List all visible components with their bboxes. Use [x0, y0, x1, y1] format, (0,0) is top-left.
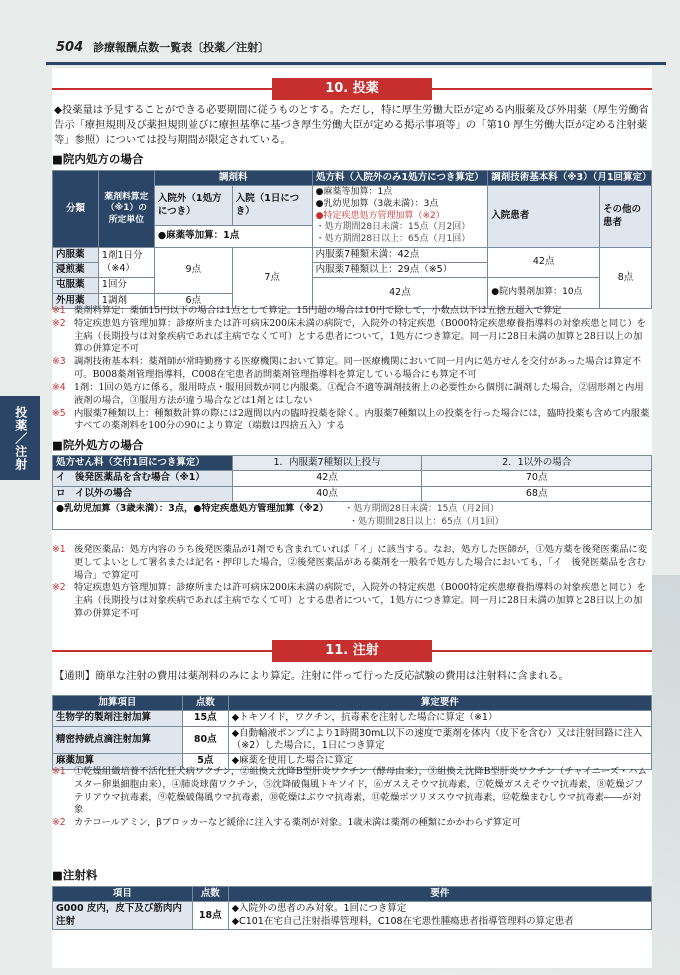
- th-add-item: 加算項目: [53, 696, 183, 711]
- cell-a: 精密持続点滴注射加算: [53, 726, 183, 754]
- note-item: [52, 382, 650, 408]
- note-item: [52, 582, 650, 620]
- presc-line: ●特定疾患処方管理加算（※2）: [315, 210, 445, 221]
- note-text: 1剤：1回の処方に係る，服用時点・服用回数が同じ内服薬。①配合不適等調剤技術上の必要性から個別に調剤した場合，②固形剤と内用液剤の場合，③服用方法が違う場合などは1剤とはしない: [74, 381, 644, 406]
- tech-val: 42点: [488, 247, 600, 278]
- outside-additions: [53, 502, 652, 530]
- unit-2: 1回分: [98, 278, 154, 293]
- injection-notes: [52, 766, 650, 830]
- cell-b: 80点: [182, 726, 228, 754]
- note-marker: ※4: [52, 381, 66, 393]
- unit-3: 1調剤: [98, 293, 154, 308]
- note-item: [52, 817, 650, 830]
- presc-row-3: 42点: [312, 278, 488, 309]
- note-marker: ※2: [52, 817, 66, 829]
- th-add-points: 点数: [182, 696, 228, 711]
- inhouse-table: [52, 170, 652, 309]
- row-label: 内服薬: [53, 247, 99, 262]
- outside-notes: [52, 544, 650, 621]
- th-inpatient: 入院患者: [488, 186, 600, 247]
- outside-add-line: ・処方期間28日以上：65点（月1回）: [348, 516, 504, 527]
- note-text: ①乾燥組織培養不活化狂犬病ワクチン，②組換え沈降B型肝炎ワクチン（酵母由来），③組換え沈降B型肝炎ワクチン（チャイニーズ・ハムスター卵巣細胞由来），④肺炎球菌ワクチン，⑤沈降破傷風トキソイド，⑥ガスえそウマ抗毒素，⑦乾燥ガスえそウマ抗毒素，⑧乾燥ジフテリアウマ抗毒素，⑨乾燥破傷風ウマ抗毒素，⑩乾燥はぶウマ抗毒素，⑪乾燥ボツリヌスウマ抗毒素，⑫乾燥まむしウマ抗毒素――が対象: [74, 766, 647, 816]
- note-text: 調剤技術基本料：薬剤師が常時勤務する医療機関において算定。同一医療機関において同一月内に処方せんを交付があった場合は算定不可。B008薬剤管理指導料，C008在宅患者訪問薬剤管理指導料を算定している場合にも算定不可: [74, 356, 642, 381]
- presc-row-1: 内服薬7種類未満：42点: [312, 247, 488, 262]
- row-label: 外用薬: [53, 293, 99, 308]
- row-nongeneric: ロ イ以外の場合: [53, 486, 233, 501]
- note-text: 特定疾患処方管理加算：診療所または許可病床200床未満の病院で，入院外の特定疾患（B000特定疾患療養指導料の対象疾患と同じ）を主病（長期投与は対象疾病であれば主病でなくて可）とする患者について，1処方につき算定。同一月に28日未満の加算と28日以上の加算の併算定不可: [74, 582, 647, 620]
- val-nongeneric-2: 68点: [422, 486, 652, 501]
- th-tech: 調剤技術基本料（※3）（月1回算定）: [488, 171, 652, 186]
- th-item: 項目: [53, 887, 193, 902]
- th-add-req: 算定要件: [228, 696, 651, 711]
- note-item: [52, 318, 650, 356]
- cell-c: ◆自動輸液ポンプにより1時間30mL以下の速度で薬剤を体内（皮下を含む）又は注射回路に注入（※2）した場合に，1日につき算定: [228, 726, 651, 754]
- cell-b: 5点: [182, 754, 228, 769]
- injection-fee-heading: ■注射料: [52, 868, 98, 882]
- val-out-2: 6点: [154, 293, 232, 308]
- req-line: ◆入院外の患者のみ対象。1回につき算定: [231, 903, 407, 915]
- note-text: 薬剤料算定：薬価15円以下の場合は1点として算定。15円超の場合は10円で除して，小数点以下は五捨五超入で算定: [74, 305, 562, 316]
- row-generic: イ 後発医薬品を含む場合（※1）: [53, 471, 233, 486]
- note-text: 特定疾患処方管理加算：診療所または許可病床200床未満の病院で，入院外の特定疾患（B000特定疾患療養指導料の対象疾患と同じ）を主病（長期投与は対象疾病であれば主病でなくて可）とする患者について，1処方につき算定。同一月に28日未満の加算と28日以上の加算の併算定不可: [74, 317, 647, 355]
- val-in: 7点: [232, 247, 312, 308]
- th-in: 入院（1日につき）: [232, 186, 312, 226]
- header-rule: [46, 62, 666, 65]
- note-marker: ※1: [52, 305, 66, 316]
- cell-a: 麻薬加算: [53, 754, 183, 769]
- page-content: [52, 68, 652, 968]
- cell-c: ◆トキソイド，ワクチン，抗毒素を注射した場合に算定（※1）: [228, 711, 651, 726]
- note-item: [52, 408, 650, 434]
- mahi-add: ●麻薬等加算：1点: [154, 225, 312, 247]
- note-text: カテコールアミン，βブロッカーなど緩徐に注入する薬剤が対象。1歳未満は薬剤の種類にかかわらず算定可: [74, 817, 521, 829]
- section10-intro: ◆投薬量は予見することができる必要期間に従うものとする。ただし，特に厚生労働大臣が定める内服薬及び外用薬（厚生労働省告示「療担規則及び薬担規則並びに療担基準に基づき厚生労働大臣が定める掲示事項等」の「第10 厚生労働大臣が定める注射薬等」参照）については投与期間が限定されている。: [54, 104, 649, 146]
- th-calc: 薬剤料算定（※1）の所定単位: [98, 171, 154, 248]
- note-marker: ※2: [52, 582, 66, 594]
- note-item: [52, 356, 650, 382]
- th-req: 要件: [228, 887, 651, 902]
- th-other: その他の患者: [600, 186, 652, 247]
- outside-table: [52, 455, 652, 530]
- cell-c: ◆麻薬を使用した場合に算定: [228, 754, 651, 769]
- th-out: 入院外（1処方につき）: [154, 186, 232, 226]
- row-g000: G000 皮内，皮下及び筋肉内注射: [53, 902, 193, 930]
- note-marker: ※1: [52, 766, 66, 777]
- val-generic-2: 70点: [422, 471, 652, 486]
- val-out-1: 9点: [154, 247, 232, 293]
- inhouse-notes: [52, 305, 650, 433]
- note-item: [52, 544, 650, 582]
- th-presc: 処方料（入院外のみ1処方につき算定）: [312, 171, 488, 186]
- note-text: 内服薬7種類以上：種類数計算の際には2週間以内の臨時投薬を除く。内服薬7種類以上の投薬を行った場合には，臨時投薬も含めて内服薬すべての薬剤料を100分の90により算定（端数は四捨五入）する: [74, 407, 650, 432]
- page-header: [56, 40, 269, 57]
- table-row: [53, 726, 652, 754]
- presc-row-2: 内服薬7種類以上：29点（※5）: [312, 263, 488, 278]
- presc-line: ・処方期間28日未満：15点（月2回）: [315, 222, 471, 233]
- section10-title: 10. 投薬: [272, 78, 432, 100]
- tech-other: 8点: [600, 247, 652, 308]
- unit-1: 1剤1日分（※4）: [98, 247, 154, 278]
- presc-additions: [312, 186, 488, 247]
- cell-a: 生物学的製剤注射加算: [53, 711, 183, 726]
- injection-add-table: [52, 695, 652, 770]
- row-label: 浸煎薬: [53, 263, 99, 278]
- presc-line: ・処方期間28日以上：65点（月1回）: [315, 234, 471, 245]
- th-drug: 調剤料: [154, 171, 312, 186]
- req-line: ◆C101在宅自己注射指導管理料，C108在宅悪性腫瘍患者指導管理料の算定患者: [231, 915, 574, 927]
- outside-add-line: ●乳幼児加算（3歳未満）：3点，●特定疾患処方管理加算（※2）: [56, 503, 329, 515]
- row-label: 屯服薬: [53, 278, 99, 293]
- th-outside: 処方せん料（交付1回につき算定）: [53, 456, 233, 471]
- note-marker: ※3: [52, 356, 66, 368]
- th-other-case: 2．1以外の場合: [422, 456, 652, 471]
- inhouse-heading: ■院内処方の場合: [52, 152, 144, 166]
- val-generic-1: 42点: [232, 471, 422, 486]
- th-class: 分類: [53, 171, 99, 248]
- table-row: [53, 711, 652, 726]
- val-g000: 18点: [192, 902, 228, 930]
- presc-line: ●麻薬等加算：1点: [315, 187, 393, 198]
- outside-add-line: ・処方期間28日未満：15点（月2回）: [344, 504, 500, 515]
- note-item: [52, 305, 650, 318]
- note-marker: ※5: [52, 407, 66, 419]
- tech-inhouse-add: ●院内製剤加算：10点: [488, 278, 600, 309]
- outside-heading: ■院外処方の場合: [52, 438, 144, 452]
- th-seven: 1．内服薬7種類以上投与: [232, 456, 422, 471]
- page-number: 504: [56, 40, 84, 55]
- note-marker: ※2: [52, 317, 66, 329]
- val-nongeneric-1: 40点: [232, 486, 422, 501]
- th-points: 点数: [192, 887, 228, 902]
- section11-rule-text: 【通則】簡単な注射の費用は薬剤料のみにより算定。注射に伴って行った反応試験の費用は注射料に含まれる。: [54, 670, 569, 682]
- note-text: 後発医薬品：処方内容のうち後発医薬品が1剤でも含まれていれば「イ」に該当する。なお，処方した医師が，①処方薬を後発医薬品に変更してよいとして署名または記名・押印した場合，②後発医薬品がある薬剤を一般名で処方した場合においても，「イ 後発医薬品を含む場合」で算定可: [74, 544, 648, 581]
- presc-line: ●乳幼児加算（3歳未満）：3点: [315, 199, 439, 210]
- req-g000: [228, 902, 651, 930]
- note-marker: ※1: [52, 544, 66, 555]
- cell-b: 15点: [182, 711, 228, 726]
- section-side-tab[interactable]: 投薬／注射: [0, 396, 40, 480]
- note-item: [52, 766, 650, 817]
- page-title: 診療報酬点数一覧表〔投薬／注射〕: [93, 41, 270, 54]
- section11-title: 11. 注射: [272, 640, 432, 662]
- injection-fee-table: [52, 886, 652, 930]
